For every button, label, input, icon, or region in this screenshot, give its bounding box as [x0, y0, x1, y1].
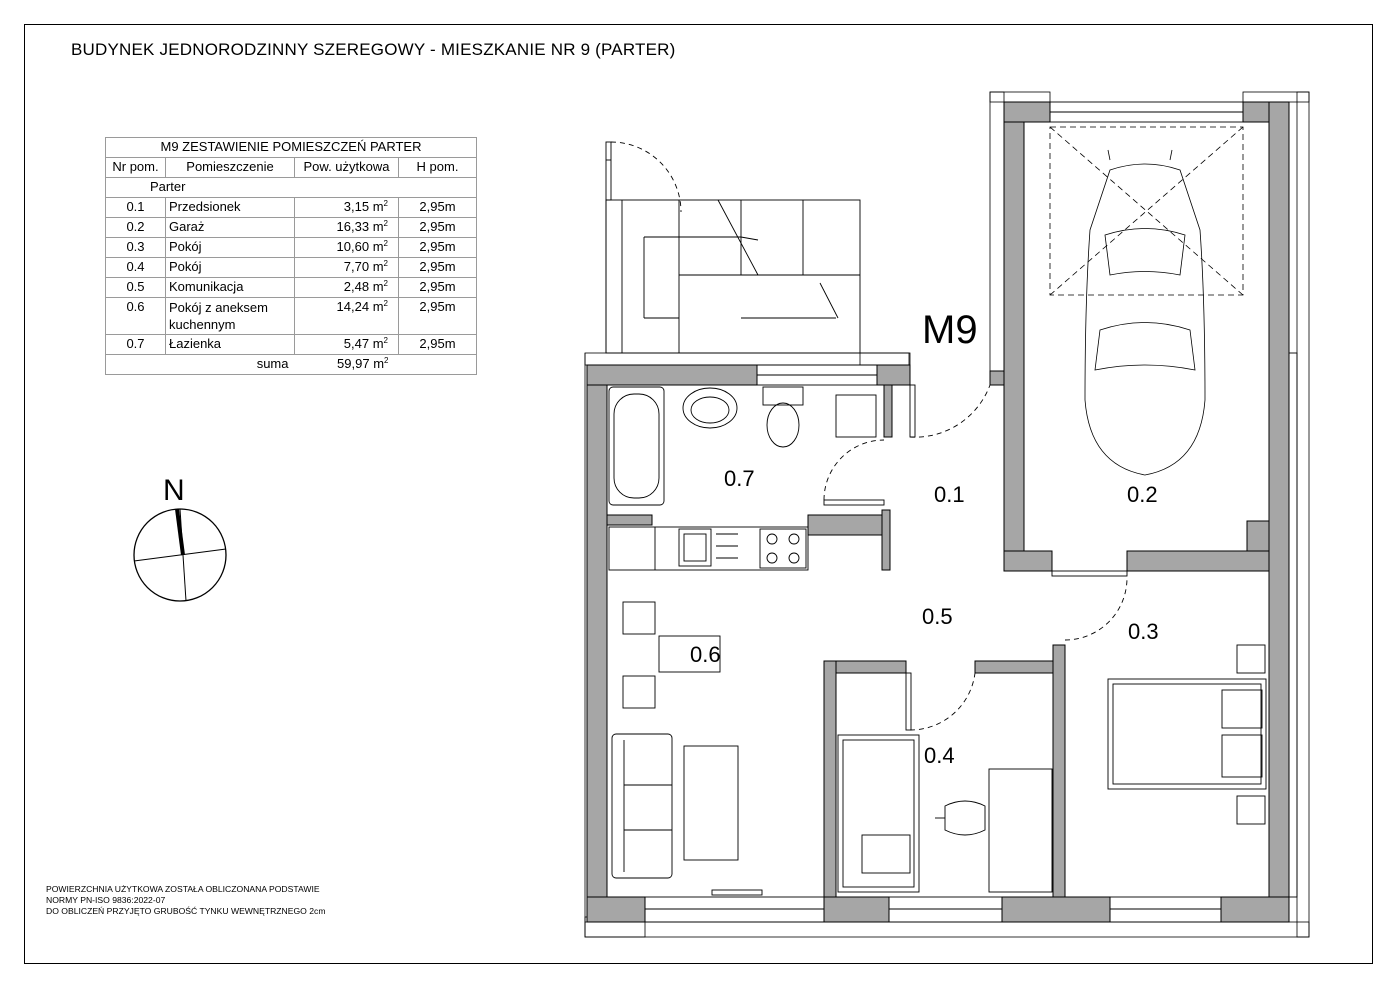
desk-chair	[945, 801, 985, 835]
room-label-01: 0.1	[934, 482, 965, 507]
bed-double	[1108, 679, 1266, 789]
cell-area: 10,60 $m^2$	[295, 238, 399, 258]
cell-nr: 0.4	[106, 258, 166, 278]
door-room04-swing	[910, 673, 975, 730]
table-caption: M9 ZESTAWIENIE POMIESZCZEŃ PARTER	[106, 138, 477, 158]
garage-car	[1050, 127, 1243, 475]
cell-height: 2,95m	[399, 218, 477, 238]
wall-bath-bottom	[808, 515, 882, 535]
cell-area: 5,47 $m^2$	[295, 335, 399, 355]
wall-room04-left	[824, 661, 836, 922]
kitchen-fixtures	[609, 527, 808, 570]
room-label-07: 0.7	[724, 466, 755, 491]
note-line: POWIERZCHNIA UŻYTKOWA ZOSTAŁA OBLICZONANA PODSTAWIE	[46, 884, 320, 894]
cell-name: Pokój z aneksem kuchennym	[166, 298, 295, 335]
cell-name: Pokój	[166, 258, 295, 278]
header-area: Pow. użytkowa	[295, 158, 399, 178]
cell-nr: 0.3	[106, 238, 166, 258]
wall-kitchen-left	[607, 515, 652, 525]
room-label-06: 0.6	[690, 642, 721, 667]
bathtub	[609, 387, 664, 505]
cell-height: 2,95m	[399, 298, 477, 335]
room-label-03: 0.3	[1128, 619, 1159, 644]
compass-cross-h	[134, 549, 226, 561]
wall-garage-bottom-right	[1127, 551, 1269, 571]
toilet-tank	[763, 387, 803, 405]
window-living	[645, 897, 824, 922]
car-body	[1085, 164, 1205, 475]
nightstand	[1237, 796, 1265, 824]
wall-room03-left	[1053, 645, 1065, 922]
coffee-table	[684, 746, 738, 860]
window-room04	[889, 897, 1002, 922]
cell-area: 16,33 $m^2$	[295, 218, 399, 238]
cell-area: 2,48 $m^2$	[295, 278, 399, 298]
door-terrace-leaf	[712, 890, 762, 895]
insulation-outline	[585, 92, 1309, 937]
compass-north-label: N	[163, 474, 185, 507]
note-line: NORMY PN-ISO 9836:2022-07	[46, 895, 166, 905]
kitchen-counter	[609, 527, 808, 570]
cell-nr: 0.2	[106, 218, 166, 238]
wall-top-left	[587, 365, 757, 385]
cell-name: Przedsionek	[166, 198, 295, 218]
cell-height: 2,95m	[399, 258, 477, 278]
wall-bath-stub	[882, 510, 890, 570]
cell-area: 7,70 $m^2$	[295, 258, 399, 278]
group-label: Parter	[106, 178, 477, 198]
wall-left	[587, 365, 607, 922]
door-bath-swing	[824, 440, 884, 500]
wall-corner	[990, 371, 1004, 385]
bathtub-inner	[614, 394, 659, 498]
toilet-bowl	[767, 403, 799, 447]
cell-height: 2,95m	[399, 335, 477, 355]
windows	[645, 102, 1297, 922]
cell-nr: 0.7	[106, 335, 166, 355]
compass	[134, 474, 226, 601]
pillow	[1222, 735, 1262, 777]
cell-name: Pokój	[166, 238, 295, 258]
garage-skylight	[1050, 127, 1243, 295]
cell-name: Garaż	[166, 218, 295, 238]
wall-bottom-mid	[1002, 897, 1110, 922]
door-entrance-leaf	[910, 385, 915, 437]
unit-label: M9	[922, 308, 978, 352]
wall-top-right	[877, 365, 910, 385]
cooktop	[760, 529, 806, 568]
wall-garage-pillar	[1247, 521, 1269, 551]
door-room03-swing	[1065, 578, 1127, 640]
pillow	[862, 835, 910, 873]
cell-height: 2,95m	[399, 238, 477, 258]
cell-area: 14,24 $m^2$	[295, 298, 399, 335]
wall-garage-top-left	[1004, 102, 1050, 122]
washing-machine	[836, 395, 876, 437]
chair	[623, 676, 655, 708]
wall-right	[1269, 102, 1289, 922]
note-line: DO OBLICZEŃ PRZYJĘTO GRUBOŚĆ TYNKU WEWNĘTRZNEGO 2cm	[46, 906, 326, 916]
header-name: Pomieszczenie	[166, 158, 295, 178]
pillow	[1222, 690, 1262, 728]
room-label-04: 0.4	[924, 743, 955, 768]
header-nr: Nr pom.	[106, 158, 166, 178]
entrance-stairs	[606, 142, 860, 353]
walls	[587, 102, 1289, 922]
header-height: H pom.	[399, 158, 477, 178]
cell-name: Komunikacja	[166, 278, 295, 298]
room-label-05: 0.5	[922, 604, 953, 629]
room-label-02: 0.2	[1127, 482, 1158, 507]
wall-room04-top-right	[975, 661, 1065, 673]
wall-bottom-right	[1221, 897, 1289, 922]
sofa	[612, 734, 672, 878]
door-room04-leaf	[906, 673, 911, 730]
bed-single	[838, 735, 919, 892]
room03-furniture	[1108, 645, 1266, 824]
wall-bath-right	[884, 385, 892, 437]
nightstand	[1237, 645, 1265, 673]
wall-garage-left	[1004, 102, 1024, 571]
sum-label: suma	[106, 355, 295, 375]
wall-bottom-left	[587, 897, 645, 922]
cell-height: 2,95m	[399, 278, 477, 298]
door-bath-leaf	[824, 500, 884, 505]
cell-nr: 0.6	[106, 298, 166, 335]
wall-bottom-mid-left	[824, 897, 889, 922]
door-garage-leaf	[1052, 571, 1127, 576]
window-room03	[1110, 897, 1221, 922]
cell-nr: 0.1	[106, 198, 166, 218]
area-calculation-note	[46, 884, 325, 917]
wall-garage-bottom-left	[1004, 551, 1052, 571]
door-entrance-swing	[910, 385, 990, 437]
sum-value: 59,97 $m^2$	[295, 355, 399, 375]
desk	[989, 769, 1052, 892]
chair	[623, 602, 655, 634]
cell-area: 3,15 $m^2$	[295, 198, 399, 218]
drawing-title: BUDYNEK JEDNORODZINNY SZEREGOWY - MIESZKANIE NR 9 (PARTER)	[71, 40, 676, 59]
window-right-side	[1289, 353, 1297, 897]
cell-name: Łazienka	[166, 335, 295, 355]
cell-height: 2,95m	[399, 198, 477, 218]
cell-nr: 0.5	[106, 278, 166, 298]
